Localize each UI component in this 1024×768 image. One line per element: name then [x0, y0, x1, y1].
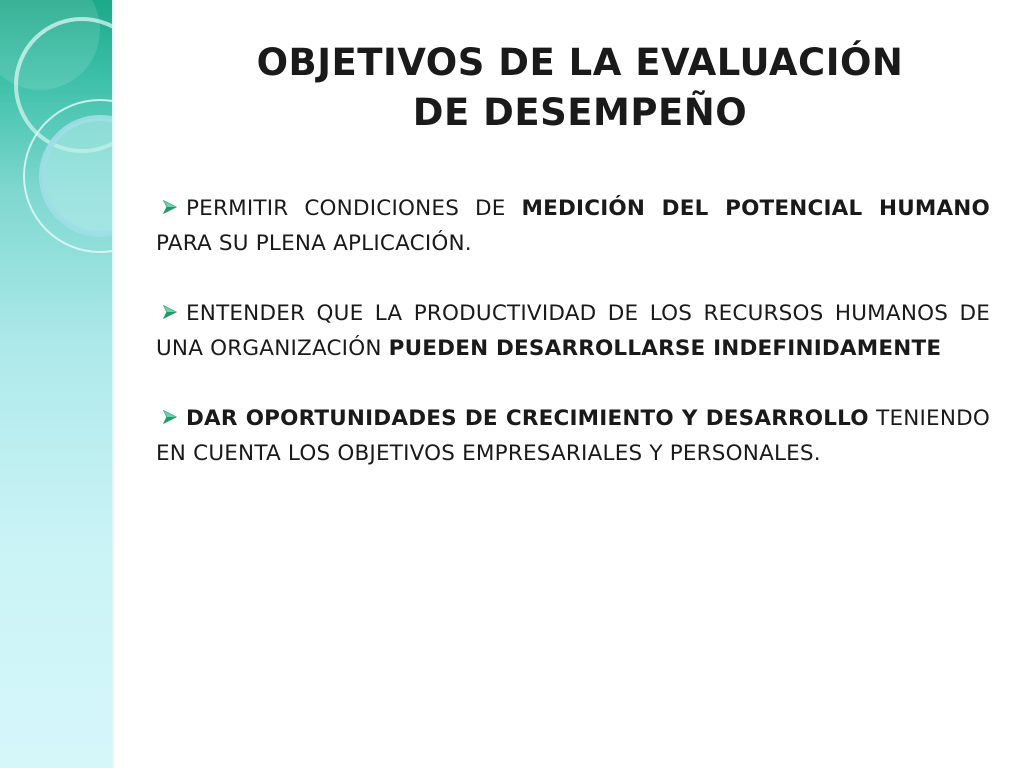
arrowhead-bullet-icon — [156, 305, 178, 319]
slide-title — [190, 38, 970, 138]
bullet-item-3 — [156, 402, 990, 471]
decorative-side-band — [0, 0, 112, 768]
bullet-1-text-b: PARA SU PLENA APLICACIÓN. — [156, 230, 472, 256]
bullet-2-text-bold: PUEDEN DESARROLLARSE INDEFINIDAMENTE — [388, 335, 942, 361]
bullet-1-text-a: PERMITIR CONDICIONES DE — [186, 196, 522, 221]
side-band-edge — [112, 0, 116, 768]
arrowhead-bullet-icon — [156, 200, 178, 214]
bullet-list — [156, 192, 990, 507]
bullet-item-2 — [156, 297, 990, 366]
bullet-1-text-bold: MEDICIÓN DEL POTENCIAL HUMANO — [521, 196, 990, 221]
arrowhead-bullet-icon — [156, 410, 178, 424]
slide-title-line-2: DE DESEMPEÑO — [412, 91, 748, 134]
bullet-2-text-a: ENTENDER QUE LA PRODUCTIVIDAD DE LOS RECURSOS HUMANOS DE UNA ORGANIZACIÓN — [156, 301, 990, 361]
slide-title-line-1: OBJETIVOS DE LA EVALUACIÓN — [256, 41, 904, 84]
bullet-3-text-b: TENIENDO EN CUENTA LOS OBJETIVOS EMPRESARIALES Y PERSONALES. — [156, 406, 990, 466]
bullet-3-text-bold: DAR OPORTUNIDADES DE CRECIMIENTO Y DESARROLLO — [186, 406, 869, 431]
bullet-item-1 — [156, 192, 990, 261]
decorative-circles — [0, 0, 112, 768]
